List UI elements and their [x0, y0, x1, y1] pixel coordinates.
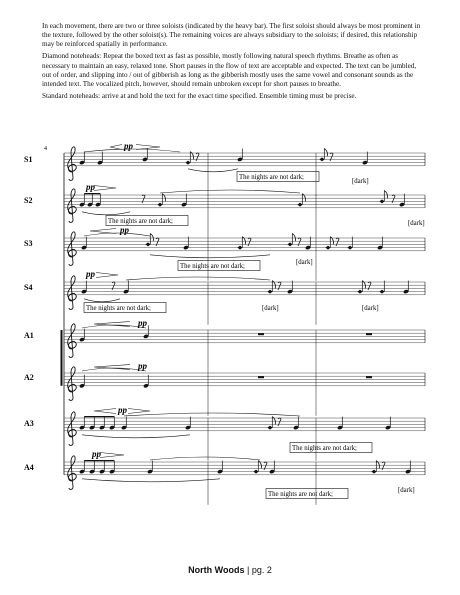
boxed-text-a3-text: The nights are not dark;: [292, 445, 357, 452]
dynamic-pp: pp: [92, 449, 101, 459]
slur: [150, 255, 270, 258]
diamond-notehead: [145, 242, 150, 246]
decrescendo-hairpin: [100, 453, 124, 458]
dynamic-pp: pp: [138, 318, 147, 328]
treble-clef-path: [68, 147, 77, 181]
slur: [82, 435, 190, 438]
diamond-notehead: [379, 290, 384, 294]
diamond-notehead: [267, 426, 272, 430]
boxed-text-a3: [290, 443, 372, 453]
slur: [150, 457, 260, 460]
note: [87, 194, 93, 208]
note: [287, 281, 293, 295]
staff-label-s3: S3: [24, 239, 33, 248]
note: [142, 148, 148, 162]
staff-label-a3: A3: [24, 419, 34, 428]
diamond-notehead: [185, 161, 190, 165]
note: [109, 417, 115, 431]
note: [99, 461, 105, 475]
note: [337, 417, 343, 431]
bracket-text-s3: [dark]: [296, 259, 313, 266]
treble-clef-path: [68, 324, 77, 358]
note: [377, 237, 383, 251]
boxed-text-a4: [266, 489, 348, 499]
treble-clef-icon: [68, 276, 77, 310]
note: [267, 417, 272, 430]
note: [267, 281, 272, 294]
boxed-text-s1-text: The nights are not dark;: [239, 174, 304, 181]
staff-label-a1: A1: [24, 331, 34, 340]
boxed-text-s1: [237, 172, 319, 182]
decrescendo-hairpin: [96, 273, 118, 278]
slur: [124, 413, 300, 416]
note: [287, 233, 292, 246]
note: [357, 281, 362, 294]
note: [305, 237, 311, 251]
note: [185, 417, 191, 431]
eighth-rest-icon: [278, 418, 281, 426]
note: [183, 237, 189, 251]
page-footer: [0, 565, 460, 575]
eighth-rest-icon: [156, 238, 159, 246]
treble-clef-icon: [68, 147, 77, 181]
slur: [126, 277, 270, 280]
staff-label-a4: A4: [24, 463, 34, 472]
bracket-text-s4b: [dark]: [362, 305, 379, 312]
boxed-text-s3: [178, 261, 260, 271]
diamond-notehead: [371, 470, 376, 474]
eighth-rest-icon: [264, 462, 267, 470]
bracket-text-s2: [dark]: [408, 220, 425, 227]
note: [385, 417, 391, 431]
footer-title: North Woods: [188, 565, 245, 575]
note: [89, 461, 95, 475]
note: [217, 461, 223, 475]
flag: [292, 233, 295, 241]
note: [79, 375, 85, 389]
note: [121, 417, 127, 431]
note: [379, 281, 384, 294]
boxed-text-s2-text: The nights are not dark;: [108, 218, 173, 225]
note: [319, 148, 324, 161]
decrescendo-hairpin: [128, 409, 150, 414]
note: [399, 194, 405, 208]
decrescendo-hairpin: [94, 186, 116, 191]
note-standard-noteheads: Standard noteheads: arrive at and hold the text for the exact time specified. Ensemble timing must be precise.: [42, 92, 357, 101]
slur: [188, 169, 238, 172]
diamond-notehead: [325, 246, 330, 250]
diamond-notehead: [237, 246, 242, 250]
treble-clef-path: [68, 232, 77, 266]
slur: [82, 212, 130, 215]
soloist-heavy-bar: [61, 330, 63, 386]
note: [269, 461, 275, 475]
note: [293, 417, 299, 431]
slur: [84, 233, 150, 236]
note: [297, 194, 302, 207]
diamond-notehead: [357, 290, 362, 294]
whole-rest-icon: [366, 333, 372, 335]
crescendo-hairpin: [94, 409, 116, 414]
note-soloists: In each movement, there are two or three soloists (indicated by the heavy bar). The first soloist should always be most prominent in the texture, followed by the other soloist(s). The remaining voices are always subsidiary to the soloists; if desired, this relationship may be reinforced spatially in performance.: [42, 22, 421, 49]
boxed-text-s4-text: The nights are not dark;: [86, 305, 151, 312]
note: [405, 461, 411, 475]
dynamic-pp: pp: [118, 405, 127, 415]
whole-rest-icon: [258, 333, 264, 335]
diamond-notehead: [287, 242, 292, 246]
dynamic-pp: pp: [138, 361, 147, 371]
treble-clef-path: [68, 456, 77, 490]
eighth-rest-icon: [196, 153, 199, 161]
staff-label-a2: A2: [24, 373, 34, 382]
boxed-text-s4: [84, 303, 166, 313]
diamond-notehead: [267, 290, 272, 294]
eighth-rest-icon: [368, 282, 371, 290]
staff-label-s2: S2: [24, 196, 33, 205]
note: [325, 237, 330, 250]
treble-clef-icon: [68, 324, 77, 358]
staff-label-s1: S1: [24, 155, 33, 164]
boxed-text-a4-text: The nights are not dark;: [268, 491, 333, 498]
eighth-rest-icon: [248, 238, 251, 246]
note: [157, 194, 162, 207]
note: [347, 237, 352, 250]
treble-clef-icon: [68, 456, 77, 490]
note: [253, 461, 258, 474]
note: [362, 152, 368, 166]
note: [379, 190, 384, 203]
note: [99, 417, 105, 431]
diamond-notehead: [347, 246, 352, 250]
note: [147, 461, 153, 475]
diamond-notehead: [297, 203, 302, 207]
note: [181, 194, 187, 208]
note: [371, 461, 376, 474]
whole-rest-icon: [366, 376, 372, 378]
note: [237, 148, 243, 162]
footer-page: pg. 2: [251, 565, 272, 575]
treble-clef-icon: [68, 232, 77, 266]
bracket-text-s4: [dark]: [262, 305, 279, 312]
decrescendo-hairpin: [136, 145, 160, 150]
boxed-text-s3-text: The nights are not dark;: [180, 263, 245, 270]
eighth-rest-icon: [330, 153, 333, 161]
slur: [160, 190, 300, 193]
note: [81, 237, 87, 251]
note: [123, 281, 129, 295]
note: [143, 375, 149, 389]
eighth-rest-icon: [142, 195, 145, 203]
eighth-rest-icon: [112, 282, 115, 290]
note: [79, 417, 85, 431]
treble-clef-path: [68, 367, 77, 401]
dynamic-pp: pp: [120, 225, 129, 235]
note: [237, 237, 242, 250]
slur: [84, 299, 120, 302]
treble-clef-icon: [68, 189, 77, 223]
dynamic-pp: pp: [86, 269, 95, 279]
note: [403, 281, 409, 295]
slur: [82, 479, 220, 482]
note: [79, 194, 85, 208]
diamond-notehead: [253, 470, 258, 474]
diamond-notehead: [157, 203, 162, 207]
treble-clef-path: [68, 276, 77, 310]
treble-clef-path: [68, 189, 77, 223]
diamond-notehead: [379, 199, 384, 203]
bracket-text-s1: [dark]: [352, 178, 369, 185]
note: [79, 461, 85, 475]
note-diamond-noteheads: Diamond noteheads: Repeat the boxed text as fast as possible, mostly following natural speech rhythms. Breathe as often as necessary to maintain an easy, relaxed tone. Short pauses in the flow of text are acceptable and expected. The text can be jumbled, out of order, and slipping into / out of gibberish as long as the gibberish mostly uses the same vowel and consonant sounds as the intended text. The vocalized pitch, however, should remain unbroken except for short pauses to breathe.: [42, 52, 417, 88]
crescendo-hairpin: [90, 229, 116, 234]
bracket-text-a4: [dark]: [398, 487, 415, 494]
note: [95, 194, 101, 208]
crescendo-hairpin: [110, 145, 122, 150]
flag: [150, 233, 153, 241]
treble-clef-icon: [68, 367, 77, 401]
note: [81, 281, 87, 295]
eighth-rest-icon: [278, 282, 281, 290]
measure-number: 4: [44, 146, 47, 152]
staff-label-s4: S4: [24, 283, 33, 292]
dynamic-pp: pp: [124, 141, 133, 151]
flag: [384, 190, 387, 198]
note: [185, 152, 190, 165]
whole-rest-icon: [258, 376, 264, 378]
dynamic-pp: pp: [86, 182, 95, 192]
eighth-rest-icon: [392, 195, 395, 203]
note: [79, 329, 85, 343]
boxed-text-s2: [106, 216, 188, 226]
note: [79, 152, 85, 166]
note: [89, 417, 95, 431]
treble-clef-path: [68, 412, 77, 446]
note: [109, 461, 115, 475]
diamond-notehead: [319, 157, 324, 161]
treble-clef-icon: [68, 412, 77, 446]
note: [97, 152, 103, 166]
footer-separator: |: [244, 565, 252, 575]
eighth-rest-icon: [336, 238, 339, 246]
flag: [324, 148, 327, 156]
eighth-rest-icon: [298, 238, 301, 246]
eighth-rest-icon: [382, 462, 385, 470]
